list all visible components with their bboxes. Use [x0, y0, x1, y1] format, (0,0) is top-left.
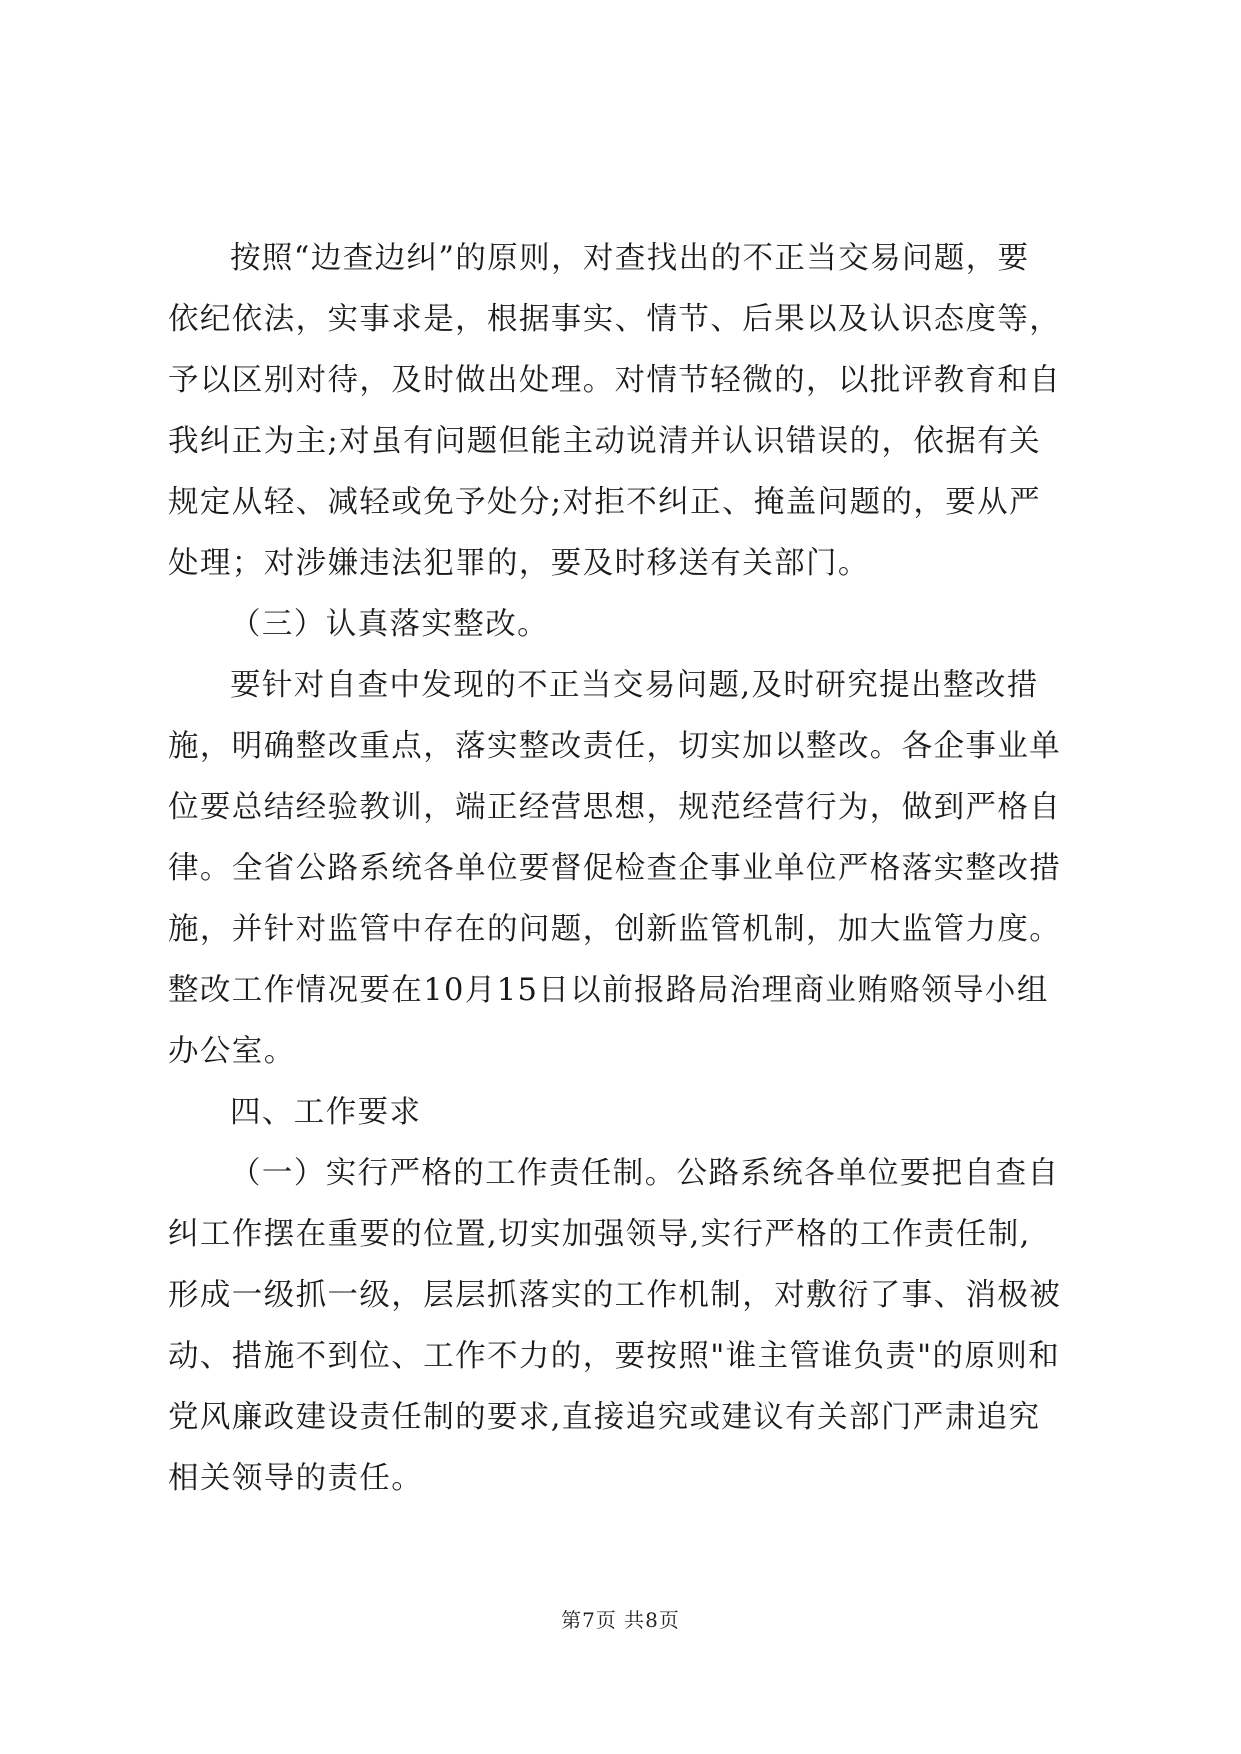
paragraph-line: 律。全省公路系统各单位要督促检查企事业单位严格落实整改措 [168, 851, 1062, 886]
section-heading: 四、工作要求 [230, 1095, 422, 1130]
paragraph-line: 处理；对涉嫌违法犯罪的，要及时移送有关部门。 [168, 546, 870, 581]
section-heading: （三）认真落实整改。 [230, 607, 549, 642]
paragraph-line: 整改工作情况要在10月15日以前报路局治理商业贿赂领导小组 [168, 973, 1049, 1008]
paragraph-line: 按照“边查边纠”的原则，对查找出的不正当交易问题，要 [230, 241, 1030, 276]
paragraph-line: 动、措施不到位、工作不力的，要按照"谁主管谁负责"的原则和 [168, 1339, 1061, 1374]
paragraph-line: （一）实行严格的工作责任制。公路系统各单位要把自查自 [230, 1156, 1060, 1191]
paragraph-line: 要针对自查中发现的不正当交易问题,及时研究提出整改措 [230, 668, 1039, 703]
paragraph-line: 位要总结经验教训，端正经营思想，规范经营行为，做到严格自 [168, 790, 1062, 825]
paragraph-line: 施，明确整改重点，落实整改责任，切实加以整改。各企事业单 [168, 729, 1062, 764]
paragraph-line: 纠工作摆在重要的位置,切实加强领导,实行严格的工作责任制, [168, 1217, 1031, 1252]
paragraph-line: 规定从轻、减轻或免予处分;对拒不纠正、掩盖问题的，要从严 [168, 485, 1041, 520]
paragraph-line: 施，并针对监管中存在的问题，创新监管机制，加大监管力度。 [168, 912, 1062, 947]
paragraph-line: 我纠正为主;对虽有问题但能主动说清并认识错误的，依据有关 [168, 424, 1041, 459]
page-number-footer: 第7页 共8页 [561, 1608, 680, 1632]
paragraph-line: 党风廉政建设责任制的要求,直接追究或建议有关部门严肃追究 [168, 1400, 1041, 1435]
paragraph-line: 办公室。 [168, 1034, 296, 1069]
paragraph-line: 形成一级抓一级，层层抓落实的工作机制，对敷衍了事、消极被 [168, 1278, 1062, 1313]
paragraph-line: 相关领导的责任。 [168, 1461, 424, 1496]
paragraph-line: 依纪依法，实事求是，根据事实、情节、后果以及认识态度等， [168, 302, 1062, 337]
body-text [168, 228, 1080, 1509]
paragraph-line: 予以区别对待，及时做出处理。对情节轻微的，以批评教育和自 [168, 363, 1062, 398]
